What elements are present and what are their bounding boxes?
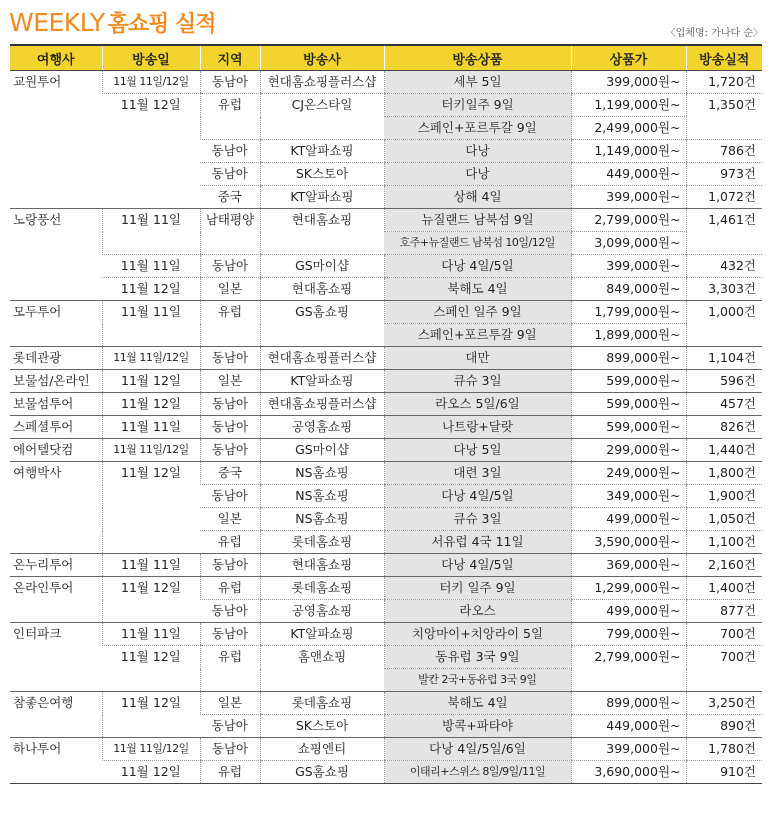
price-cell: 249,000원~: [571, 462, 686, 485]
channel-cell: 공영홈쇼핑: [260, 416, 384, 439]
price-cell: 3,690,000원~: [571, 761, 686, 784]
channel-cell: GS마이샵: [260, 439, 384, 462]
product-cell: 터키일주 9일: [384, 94, 571, 117]
product-cell: 이태리+스위스 8일/9일/11일: [384, 761, 571, 784]
sales-count-cell: 457건: [686, 393, 762, 416]
price-cell: 1,799,000원~: [571, 301, 686, 324]
sales-count-cell: 1,072건: [686, 186, 762, 209]
region-cell: 동남아: [200, 393, 260, 416]
agency-cell: 참좋은여행: [10, 692, 102, 738]
sales-count-cell: 3,303건: [686, 278, 762, 301]
sales-count-cell: 1,780건: [686, 738, 762, 761]
region-cell: 일본: [200, 508, 260, 531]
broadcast-date-cell: 11월 11일: [102, 301, 200, 347]
region-cell: 동남아: [200, 554, 260, 577]
header-price: 상품가: [571, 45, 686, 71]
sales-table: [10, 44, 762, 784]
table-row: [10, 738, 762, 761]
agency-cell: 하나투어: [10, 738, 102, 784]
page-title: [9, 8, 216, 38]
price-cell: 899,000원~: [571, 347, 686, 370]
channel-cell: SK스토아: [260, 715, 384, 738]
header-date: 방송일: [102, 45, 200, 71]
price-cell: 399,000원~: [571, 186, 686, 209]
price-cell: 499,000원~: [571, 508, 686, 531]
agency-cell: 모두투어: [10, 301, 102, 347]
region-cell: 일본: [200, 692, 260, 715]
product-cell: 상해 4일: [384, 186, 571, 209]
broadcast-date-cell: 11월 12일: [102, 370, 200, 393]
agency-cell: 보물섬/온라인: [10, 370, 102, 393]
sales-count-cell: 1,104건: [686, 347, 762, 370]
table-row: [10, 393, 762, 416]
price-cell: 599,000원~: [571, 416, 686, 439]
broadcast-date-cell: 11월 12일: [102, 761, 200, 784]
region-cell: 동남아: [200, 255, 260, 278]
product-cell: 뉴질랜드 남북섬 9일: [384, 209, 571, 232]
channel-cell: 현대홈쇼핑플러스샵: [260, 71, 384, 94]
broadcast-date-cell: 11월 12일: [102, 393, 200, 416]
product-cell: 다낭 4일/5일: [384, 255, 571, 278]
product-cell: 다낭 4일/5일: [384, 485, 571, 508]
channel-cell: CJ온스타일: [260, 94, 384, 140]
price-cell: 399,000원~: [571, 71, 686, 94]
sales-count-cell: 1,720건: [686, 71, 762, 94]
product-cell: 북해도 4일: [384, 278, 571, 301]
broadcast-date-cell: 11월 12일: [102, 577, 200, 623]
channel-cell: NS홈쇼핑: [260, 462, 384, 485]
table-row: [10, 255, 762, 278]
product-cell: 대만: [384, 347, 571, 370]
product-cell: 다낭: [384, 163, 571, 186]
price-cell: 349,000원~: [571, 485, 686, 508]
product-cell: 호주+뉴질랜드 남북섬 10일/12일: [384, 232, 571, 255]
channel-cell: SK스토아: [260, 163, 384, 186]
product-cell: 스페인+포르투갈 9일: [384, 117, 571, 140]
channel-cell: 홈앤쇼핑: [260, 646, 384, 692]
region-cell: 남태평양: [200, 209, 260, 255]
agency-cell: 온누리투어: [10, 554, 102, 577]
product-cell: 다낭 4일/5일/6일: [384, 738, 571, 761]
region-cell: 중국: [200, 186, 260, 209]
product-cell: 동유럽 3국 9일: [384, 646, 571, 669]
header-count: 방송실적: [686, 45, 762, 71]
price-cell: 899,000원~: [571, 692, 686, 715]
channel-cell: KT알파쇼핑: [260, 140, 384, 163]
product-cell: 다낭 4일/5일: [384, 554, 571, 577]
price-cell: 1,199,000원~: [571, 94, 686, 117]
table-row: [10, 761, 762, 784]
table-row: [10, 692, 762, 715]
broadcast-date-cell: 11월 11일: [102, 416, 200, 439]
channel-cell: 롯데홈쇼핑: [260, 531, 384, 554]
channel-cell: KT알파쇼핑: [260, 623, 384, 646]
region-cell: 일본: [200, 278, 260, 301]
price-cell: 799,000원~: [571, 623, 686, 646]
header-product: 방송상품: [384, 45, 571, 71]
title-latin: WEEKLY: [9, 8, 105, 37]
product-cell: 치앙마이+치앙라이 5일: [384, 623, 571, 646]
price-cell: 3,590,000원~: [571, 531, 686, 554]
product-cell: 북해도 4일: [384, 692, 571, 715]
table-body: [10, 71, 762, 784]
product-cell: 방콕+파타야: [384, 715, 571, 738]
region-cell: 동남아: [200, 623, 260, 646]
broadcast-date-cell: 11월 11일/12일: [102, 738, 200, 761]
broadcast-date-cell: 11월 11일/12일: [102, 347, 200, 370]
region-cell: 동남아: [200, 715, 260, 738]
product-cell: 세부 5일: [384, 71, 571, 94]
broadcast-date-cell: 11월 12일: [102, 462, 200, 554]
sales-count-cell: 1,000건: [686, 301, 762, 347]
broadcast-date-cell: 11월 12일: [102, 94, 200, 209]
price-cell: 599,000원~: [571, 370, 686, 393]
channel-cell: 공영홈쇼핑: [260, 600, 384, 623]
product-cell: 스페인+포르투갈 9일: [384, 324, 571, 347]
channel-cell: 현대홈쇼핑: [260, 209, 384, 255]
price-cell: 449,000원~: [571, 163, 686, 186]
region-cell: 동남아: [200, 71, 260, 94]
region-cell: 유럽: [200, 301, 260, 347]
sales-count-cell: 432건: [686, 255, 762, 278]
sales-count-cell: 1,900건: [686, 485, 762, 508]
region-cell: 유럽: [200, 94, 260, 140]
channel-cell: NS홈쇼핑: [260, 508, 384, 531]
table-row: [10, 439, 762, 462]
region-cell: 일본: [200, 370, 260, 393]
sales-count-cell: 2,160건: [686, 554, 762, 577]
product-cell: 대련 3일: [384, 462, 571, 485]
channel-cell: 롯데홈쇼핑: [260, 692, 384, 715]
price-cell: 369,000원~: [571, 554, 686, 577]
region-cell: 동남아: [200, 416, 260, 439]
table-row: [10, 209, 762, 232]
table-row: [10, 646, 762, 669]
price-cell: 299,000원~: [571, 439, 686, 462]
sales-count-cell: 1,100건: [686, 531, 762, 554]
sales-count-cell: 596건: [686, 370, 762, 393]
table-row: [10, 370, 762, 393]
agency-cell: 스페셜투어: [10, 416, 102, 439]
product-cell: 큐슈 3일: [384, 370, 571, 393]
channel-cell: 현대홈쇼핑: [260, 278, 384, 301]
sales-count-cell: 786건: [686, 140, 762, 163]
table-row: [10, 462, 762, 485]
table-row: [10, 94, 762, 117]
sales-count-cell: 700건: [686, 623, 762, 646]
channel-cell: NS홈쇼핑: [260, 485, 384, 508]
price-cell: 399,000원~: [571, 255, 686, 278]
title-korean: 홈쇼핑 실적: [107, 12, 216, 37]
sales-count-cell: 1,461건: [686, 209, 762, 255]
channel-cell: 현대홈쇼핑: [260, 554, 384, 577]
region-cell: 유럽: [200, 761, 260, 784]
price-cell: 2,799,000원~: [571, 646, 686, 692]
price-cell: 599,000원~: [571, 393, 686, 416]
header-row: [10, 45, 762, 71]
region-cell: 동남아: [200, 439, 260, 462]
price-cell: 849,000원~: [571, 278, 686, 301]
sales-count-cell: 1,350건: [686, 94, 762, 140]
agency-cell: 노랑풍선: [10, 209, 102, 301]
channel-cell: 롯데홈쇼핑: [260, 577, 384, 600]
price-cell: 1,899,000원~: [571, 324, 686, 347]
broadcast-date-cell: 11월 11일/12일: [102, 439, 200, 462]
channel-cell: 현대홈쇼핑플러스샵: [260, 347, 384, 370]
channel-cell: GS홈쇼핑: [260, 761, 384, 784]
price-cell: 2,499,000원~: [571, 117, 686, 140]
header-agency: 여행사: [10, 45, 102, 71]
broadcast-date-cell: 11월 12일: [102, 646, 200, 692]
broadcast-date-cell: 11월 11일: [102, 554, 200, 577]
product-cell: 큐슈 3일: [384, 508, 571, 531]
channel-cell: GS마이샵: [260, 255, 384, 278]
region-cell: 중국: [200, 462, 260, 485]
agency-cell: 에어텔닷컴: [10, 439, 102, 462]
agency-cell: 교원투어: [10, 71, 102, 209]
region-cell: 유럽: [200, 531, 260, 554]
product-cell: 다낭 5일: [384, 439, 571, 462]
header-region: 지역: [200, 45, 260, 71]
price-cell: 3,099,000원~: [571, 232, 686, 255]
header-channel: 방송사: [260, 45, 384, 71]
table-row: [10, 278, 762, 301]
table-row: [10, 347, 762, 370]
price-cell: 399,000원~: [571, 738, 686, 761]
channel-cell: 쇼핑엔티: [260, 738, 384, 761]
channel-cell: 현대홈쇼핑플러스샵: [260, 393, 384, 416]
broadcast-date-cell: 11월 12일: [102, 692, 200, 738]
sales-count-cell: 1,440건: [686, 439, 762, 462]
region-cell: 동남아: [200, 600, 260, 623]
sales-count-cell: 877건: [686, 600, 762, 623]
sales-count-cell: 3,250건: [686, 692, 762, 715]
region-cell: 동남아: [200, 738, 260, 761]
sales-count-cell: 1,050건: [686, 508, 762, 531]
agency-cell: 인터파크: [10, 623, 102, 692]
channel-cell: GS홈쇼핑: [260, 301, 384, 347]
product-cell: 스페인 일주 9일: [384, 301, 571, 324]
sales-count-cell: 700건: [686, 646, 762, 692]
price-cell: 1,299,000원~: [571, 577, 686, 600]
broadcast-date-cell: 11월 11일: [102, 255, 200, 278]
table-row: [10, 577, 762, 600]
agency-cell: 보물섬투어: [10, 393, 102, 416]
product-cell: 서유럽 4국 11일: [384, 531, 571, 554]
price-cell: 2,799,000원~: [571, 209, 686, 232]
product-cell: 라오스: [384, 600, 571, 623]
region-cell: 유럽: [200, 577, 260, 600]
product-cell: 라오스 5일/6일: [384, 393, 571, 416]
channel-cell: KT알파쇼핑: [260, 186, 384, 209]
sales-count-cell: 973건: [686, 163, 762, 186]
price-cell: 1,149,000원~: [571, 140, 686, 163]
sales-count-cell: 890건: [686, 715, 762, 738]
sort-note: 〈업체명: 가나다 순〉: [665, 28, 763, 39]
price-cell: 499,000원~: [571, 600, 686, 623]
region-cell: 동남아: [200, 140, 260, 163]
sales-count-cell: 1,800건: [686, 462, 762, 485]
region-cell: 동남아: [200, 347, 260, 370]
product-cell: 발칸 2국+동유럽 3국 9일: [384, 669, 571, 692]
table-row: [10, 623, 762, 646]
sales-count-cell: 910건: [686, 761, 762, 784]
channel-cell: KT알파쇼핑: [260, 370, 384, 393]
agency-cell: 롯데관광: [10, 347, 102, 370]
sales-count-cell: 826건: [686, 416, 762, 439]
agency-cell: 온라인투어: [10, 577, 102, 623]
broadcast-date-cell: 11월 11일: [102, 209, 200, 255]
region-cell: 동남아: [200, 163, 260, 186]
table-row: [10, 71, 762, 94]
table-row: [10, 554, 762, 577]
region-cell: 동남아: [200, 485, 260, 508]
broadcast-date-cell: 11월 12일: [102, 278, 200, 301]
product-cell: 터키 일주 9일: [384, 577, 571, 600]
broadcast-date-cell: 11월 11일/12일: [102, 71, 200, 94]
table-row: [10, 301, 762, 324]
sales-count-cell: 1,400건: [686, 577, 762, 600]
product-cell: 다낭: [384, 140, 571, 163]
price-cell: 449,000원~: [571, 715, 686, 738]
product-cell: 나트랑+달랏: [384, 416, 571, 439]
region-cell: 유럽: [200, 646, 260, 692]
broadcast-date-cell: 11월 11일: [102, 623, 200, 646]
table-row: [10, 416, 762, 439]
agency-cell: 여행박사: [10, 462, 102, 554]
